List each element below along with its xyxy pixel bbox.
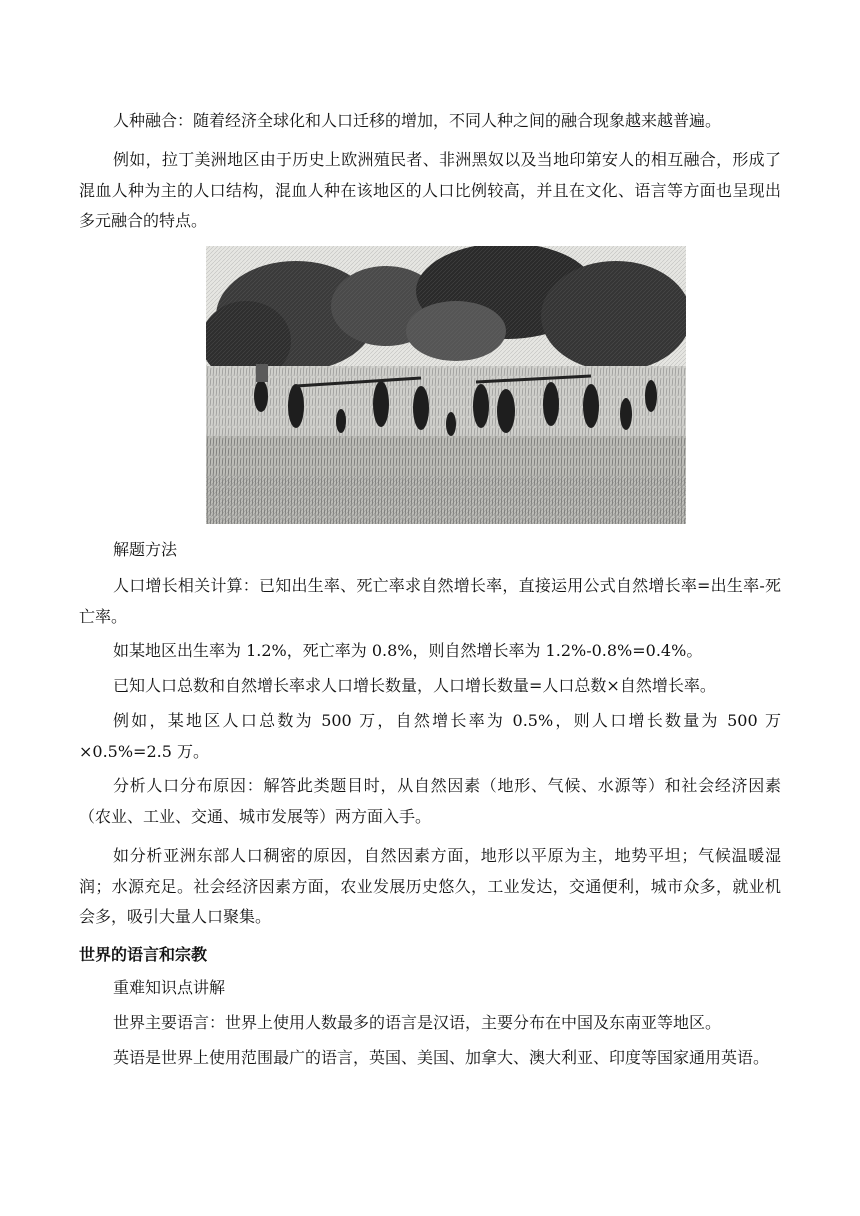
paragraph-growth-quantity: 已知人口总数和自然增长率求人口增长数量，人口增长数量=人口总数×自然增长率。 [113, 676, 716, 695]
paragraph-quantity-example: 例如，某地区人口总数为 500 万，自然增长率为 0.5%，则人口增长数量为 500 万×0.5%=2.5 万。 [79, 711, 781, 761]
paragraph-english: 英语是世界上使用范围最广的语言，英国、美国、加拿大、澳大利亚、印度等国家通用英语。 [113, 1048, 770, 1067]
engraving-illustration [206, 246, 686, 524]
paragraph-east-asia-example: 如分析亚洲东部人口稠密的原因，自然因素方面，地形以平原为主，地势平坦；气候温暖湿润；水源充足。社会经济因素方面，农业发展历史悠久，工业发达，交通便利，城市众多，就业机会多，吸引大量人口聚集。 [79, 846, 781, 926]
paragraph-racial-fusion: 人种融合：随着经济全球化和人口迁移的增加，不同人种之间的融合现象越来越普遍。 [113, 111, 722, 130]
paragraph-distribution-analysis: 分析人口分布原因：解答此类题目时，从自然因素（地形、气候、水源等）和社会经济因素（农业、工业、交通、城市发展等）两方面入手。 [79, 776, 781, 826]
paragraph-method-heading: 解题方法 [113, 540, 178, 559]
paragraph-latin-america-example: 例如，拉丁美洲地区由于历史上欧洲殖民者、非洲黑奴以及当地印第安人的相互融合，形成了混血人种为主的人口结构，混血人种在该地区的人口比例较高，并且在文化、语言等方面也呈现出多元融合的特点。 [79, 150, 781, 230]
engraving-image [206, 246, 686, 524]
paragraph-key-points: 重难知识点讲解 [113, 978, 226, 997]
paragraph-growth-example: 如某地区出生率为 1.2%，死亡率为 0.8%，则自然增长率为 1.2%-0.8%=0.4%。 [113, 641, 703, 660]
paragraph-main-languages: 世界主要语言：世界上使用人数最多的语言是汉语，主要分布在中国及东南亚等地区。 [113, 1013, 722, 1032]
paragraph-growth-calc: 人口增长相关计算：已知出生率、死亡率求自然增长率，直接运用公式自然增长率=出生率-死亡率。 [79, 576, 781, 626]
section-title: 世界的语言和宗教 [79, 945, 208, 964]
